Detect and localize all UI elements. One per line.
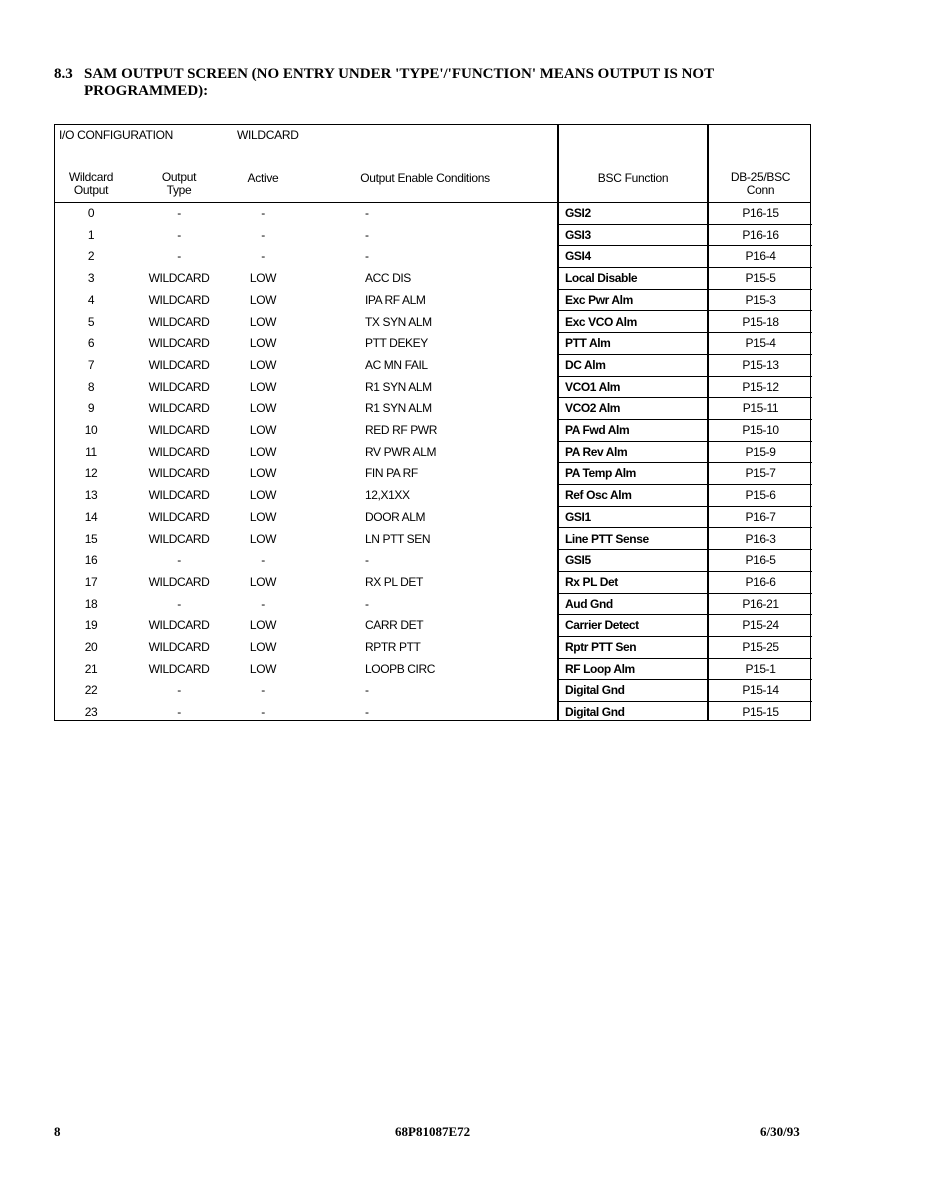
- bsc-function-cell: GSI1: [565, 509, 591, 524]
- bsc-function-cell: Line PTT Sense: [565, 531, 649, 546]
- conn-cell: P16-6: [745, 574, 776, 589]
- wildcard-output-cell: 23: [84, 705, 98, 720]
- table-row: [55, 203, 812, 225]
- wildcard-output-cell: 5: [87, 314, 95, 329]
- bsc-function-cell: Digital Gnd: [565, 683, 625, 698]
- active-cell: LOW: [249, 574, 277, 589]
- wildcard-output-cell: 12: [84, 466, 98, 481]
- table-row: [55, 442, 812, 464]
- header-active: Active: [247, 171, 279, 185]
- section-title-line1: SAM OUTPUT SCREEN (NO ENTRY UNDER 'TYPE'/'FUNCTION' MEANS OUTPUT IS NOT: [84, 66, 715, 82]
- enable-condition-cell: R1 SYN ALM: [365, 379, 432, 394]
- table-row: [55, 594, 812, 616]
- bsc-function-cell: Exc VCO Alm: [565, 314, 637, 329]
- table-row: [55, 507, 812, 529]
- active-cell: -: [261, 227, 265, 242]
- table-row: [55, 463, 812, 485]
- table-row: [55, 225, 812, 247]
- active-cell: LOW: [249, 509, 277, 524]
- enable-condition-cell: TX SYN ALM: [365, 314, 432, 329]
- wildcard-output-cell: 14: [84, 509, 98, 524]
- output-type-cell: -: [177, 683, 181, 698]
- table-row: [55, 659, 812, 681]
- section-title-line2: PROGRAMMED):: [84, 83, 209, 99]
- wildcard-output-cell: 19: [84, 618, 98, 633]
- active-cell: LOW: [249, 488, 277, 503]
- active-cell: LOW: [249, 640, 277, 654]
- conn-cell: P16-16: [742, 227, 779, 242]
- section-number: 8.3: [54, 66, 73, 82]
- output-type-cell: WILDCARD: [148, 401, 210, 416]
- output-type-cell: -: [177, 553, 181, 568]
- header-output-type: Output Type: [161, 170, 197, 197]
- conn-cell: P16-5: [745, 553, 776, 568]
- wildcard-output-cell: 7: [87, 357, 95, 372]
- active-cell: LOW: [249, 357, 277, 372]
- output-type-cell: WILDCARD: [148, 661, 210, 676]
- output-type-cell: -: [177, 249, 181, 264]
- table-row: [55, 550, 812, 572]
- wildcard-output-cell: 1: [87, 227, 95, 242]
- active-cell: LOW: [249, 423, 277, 437]
- table-row: [55, 377, 812, 399]
- section-heading: [54, 66, 774, 100]
- enable-condition-cell: ACC DIS: [365, 271, 411, 286]
- active-cell: -: [261, 249, 265, 264]
- output-type-cell: WILDCARD: [148, 640, 210, 654]
- conn-cell: P16-7: [745, 509, 776, 524]
- wildcard-output-cell: 18: [84, 596, 98, 611]
- conn-cell: P15-5: [745, 271, 776, 286]
- conn-cell: P15-14: [742, 683, 779, 698]
- wildcard-output-cell: 20: [84, 640, 98, 654]
- wildcard-output-cell: 22: [84, 683, 98, 698]
- output-type-cell: WILDCARD: [148, 271, 210, 286]
- output-type-cell: -: [177, 227, 181, 242]
- conn-cell: P16-4: [745, 249, 776, 264]
- table-row: [55, 268, 812, 290]
- enable-condition-cell: -: [365, 206, 369, 220]
- footer-page-number: 8: [54, 1124, 61, 1139]
- wildcard-output-cell: 13: [84, 488, 98, 503]
- output-type-cell: -: [177, 596, 181, 611]
- bsc-function-cell: Digital Gnd: [565, 705, 625, 720]
- bsc-function-cell: GSI3: [565, 227, 591, 242]
- wildcard-output-cell: 8: [87, 379, 95, 394]
- wildcard-output-cell: 4: [87, 292, 95, 307]
- wildcard-output-cell: 10: [84, 423, 98, 437]
- wildcard-output-cell: 21: [84, 661, 98, 676]
- active-cell: LOW: [249, 292, 277, 307]
- enable-condition-cell: -: [365, 683, 369, 698]
- output-type-cell: WILDCARD: [148, 466, 210, 481]
- bsc-function-cell: Exc Pwr Alm: [565, 292, 633, 307]
- active-cell: LOW: [249, 336, 277, 351]
- output-type-cell: WILDCARD: [148, 488, 210, 503]
- bsc-function-cell: PA Rev Alm: [565, 444, 628, 459]
- bsc-function-cell: DC Alm: [565, 357, 606, 372]
- active-cell: -: [261, 683, 265, 698]
- enable-condition-cell: PTT DEKEY: [365, 336, 428, 351]
- output-type-cell: WILDCARD: [148, 292, 210, 307]
- conn-cell: P15-4: [745, 336, 776, 351]
- table-row: [55, 290, 812, 312]
- active-cell: LOW: [249, 401, 277, 416]
- io-configuration-value: WILDCARD: [237, 128, 299, 142]
- table-row: [55, 702, 812, 724]
- table-row: [55, 312, 812, 334]
- header-db25-conn: DB-25/BSC Conn: [730, 170, 791, 197]
- output-type-cell: WILDCARD: [148, 379, 210, 394]
- table-row: [55, 355, 812, 377]
- bsc-function-cell: VCO1 Alm: [565, 379, 621, 394]
- enable-condition-cell: LOOPB CIRC: [365, 661, 436, 676]
- output-type-cell: WILDCARD: [148, 336, 210, 351]
- wildcard-output-cell: 15: [84, 531, 98, 546]
- enable-condition-cell: AC MN FAIL: [365, 357, 428, 372]
- bsc-function-cell: PTT Alm: [565, 336, 611, 351]
- enable-condition-cell: FIN PA RF: [365, 466, 418, 481]
- bsc-function-cell: PA Temp Alm: [565, 466, 636, 481]
- bsc-function-cell: PA Fwd Alm: [565, 423, 630, 437]
- conn-cell: P15-1: [745, 661, 776, 676]
- output-type-cell: WILDCARD: [148, 314, 210, 329]
- table-row: [55, 637, 812, 659]
- active-cell: -: [261, 596, 265, 611]
- output-type-cell: WILDCARD: [148, 618, 210, 633]
- footer-document-number: 68P81087E72: [395, 1124, 471, 1139]
- wildcard-output-cell: 17: [84, 574, 98, 589]
- enable-condition-cell: -: [365, 227, 369, 242]
- bsc-function-cell: Aud Gnd: [565, 596, 613, 611]
- enable-condition-cell: CARR DET: [365, 618, 424, 633]
- bsc-function-cell: GSI2: [565, 206, 591, 220]
- wildcard-output-cell: 6: [87, 336, 95, 351]
- enable-condition-cell: DOOR ALM: [365, 509, 426, 524]
- active-cell: LOW: [249, 466, 277, 481]
- header-output-enable-conditions: Output Enable Conditions: [360, 171, 490, 185]
- wildcard-output-cell: 11: [85, 444, 97, 459]
- table-row: [55, 485, 812, 507]
- io-configuration-label: I/O CONFIGURATION: [59, 128, 174, 142]
- enable-condition-cell: -: [365, 249, 369, 264]
- enable-condition-cell: LN PTT SEN: [365, 531, 431, 546]
- conn-cell: P15-12: [742, 379, 779, 394]
- table-row: [55, 615, 812, 637]
- bsc-function-cell: GSI5: [565, 553, 591, 568]
- output-type-cell: WILDCARD: [148, 357, 210, 372]
- output-type-cell: WILDCARD: [148, 509, 210, 524]
- output-type-cell: -: [177, 705, 181, 720]
- enable-condition-cell: 12,X1XX: [365, 488, 410, 503]
- bsc-function-cell: Local Disable: [565, 271, 638, 286]
- conn-cell: P15-15: [742, 705, 779, 720]
- active-cell: LOW: [249, 444, 277, 459]
- header-wildcard-output: Wildcard Output: [68, 170, 114, 197]
- active-cell: LOW: [249, 271, 277, 286]
- enable-condition-cell: RED RF PWR: [365, 423, 437, 437]
- enable-condition-cell: IPA RF ALM: [365, 292, 426, 307]
- sam-output-table: [54, 124, 811, 721]
- conn-cell: P15-13: [742, 357, 779, 372]
- table-row: [55, 529, 812, 551]
- active-cell: LOW: [249, 379, 277, 394]
- conn-cell: P16-15: [742, 206, 779, 220]
- enable-condition-cell: R1 SYN ALM: [365, 401, 432, 416]
- footer-date: 6/30/93: [760, 1124, 800, 1139]
- table-row: [55, 398, 812, 420]
- output-type-cell: WILDCARD: [148, 574, 210, 589]
- bsc-function-cell: Rx PL Det: [565, 574, 618, 589]
- conn-cell: P16-3: [745, 531, 776, 546]
- enable-condition-cell: -: [365, 596, 369, 611]
- conn-cell: P15-7: [745, 466, 776, 481]
- conn-cell: P15-24: [742, 618, 779, 633]
- conn-cell: P15-3: [745, 292, 776, 307]
- bsc-function-cell: GSI4: [565, 249, 591, 264]
- output-type-cell: -: [177, 206, 181, 220]
- active-cell: -: [261, 553, 265, 568]
- bsc-function-cell: Ref Osc Alm: [565, 488, 632, 503]
- conn-cell: P15-11: [742, 401, 779, 416]
- output-type-cell: WILDCARD: [148, 531, 210, 546]
- enable-condition-cell: RV PWR ALM: [365, 444, 437, 459]
- wildcard-output-cell: 9: [87, 401, 95, 416]
- conn-cell: P15-9: [745, 444, 776, 459]
- wildcard-output-cell: 3: [87, 271, 95, 286]
- wildcard-output-cell: 2: [87, 249, 95, 264]
- bsc-function-cell: RF Loop Alm: [565, 661, 635, 676]
- table-row: [55, 680, 812, 702]
- output-type-cell: WILDCARD: [148, 423, 210, 437]
- conn-cell: P15-18: [742, 314, 779, 329]
- bsc-function-cell: Carrier Detect: [565, 618, 639, 633]
- active-cell: -: [261, 705, 265, 720]
- table-row: [55, 572, 812, 594]
- wildcard-output-cell: 0: [87, 206, 95, 220]
- table-row: [55, 420, 812, 442]
- conn-cell: P15-10: [742, 423, 779, 437]
- table-row: [55, 246, 812, 268]
- bsc-function-cell: VCO2 Alm: [565, 401, 621, 416]
- header-bsc-function: BSC Function: [597, 171, 669, 185]
- conn-cell: P15-25: [742, 640, 779, 654]
- output-type-cell: WILDCARD: [148, 444, 210, 459]
- bsc-function-cell: Rptr PTT Sen: [565, 640, 637, 654]
- active-cell: LOW: [249, 531, 277, 546]
- conn-cell: P15-6: [745, 488, 776, 503]
- wildcard-output-cell: 16: [84, 553, 98, 568]
- table-row: [55, 333, 812, 355]
- active-cell: LOW: [249, 618, 277, 633]
- enable-condition-cell: -: [365, 553, 369, 568]
- active-cell: LOW: [249, 661, 277, 676]
- enable-condition-cell: -: [365, 705, 369, 720]
- active-cell: -: [261, 206, 265, 220]
- enable-condition-cell: RX PL DET: [365, 574, 423, 589]
- active-cell: LOW: [249, 314, 277, 329]
- enable-condition-cell: RPTR PTT: [365, 640, 421, 654]
- conn-cell: P16-21: [742, 596, 779, 611]
